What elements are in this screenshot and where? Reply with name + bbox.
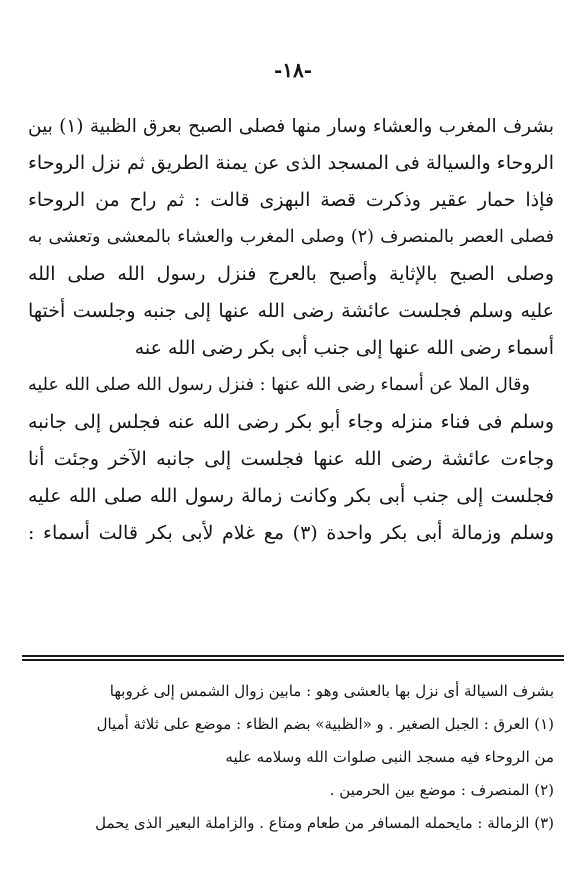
footnotes — [30, 675, 554, 840]
footnote-line: بشرف السيالة أى نزل بها بالعشى وهو : مابين زوال الشمس إلى غروبها — [109, 682, 554, 700]
text-line: فصلى العصر بالمنصرف (٢) وصلى المغرب والعشاء بالمعشى وتعشى به — [28, 227, 554, 247]
footnote-line: (١) العرق : الجبل الصغير . و «الظبية» بضم الظاء : موضع على ثلاثة أميال — [96, 715, 554, 733]
page-number: -١٨- — [273, 58, 313, 82]
text-line: وسلم وزمالة أبى بكر واحدة (٣) مع غلام لأبى بكر قالت أسماء : — [28, 522, 554, 544]
text-line: أسماء رضى الله عنها إلى جنب أبى بكر رضى الله عنه — [134, 337, 554, 359]
footnote-divider — [22, 655, 564, 663]
text-line: وسلم فى فناء منزله وجاء أبو بكر رضى الله عنه فجلس إلى جانبه — [28, 411, 554, 433]
text-line: فإذا حمار عقير وذكرت قصة البهزى قالت : ثم راح من الروحاء — [28, 189, 554, 211]
text-line: وصلى الصبح بالإثاية وأصبح بالعرج فنزل رسول الله صلى الله — [28, 263, 554, 285]
main-text — [28, 108, 554, 552]
footnote-line: (٣) الزمالة : مايحمله المسافر من طعام ومتاع . والزاملة البعير الذى يحمل — [95, 814, 554, 832]
text-line: فجلست إلى جنب أبى بكر وكانت زمالة رسول الله صلى الله عليه — [28, 485, 554, 507]
footnote-line: من الروحاء فيه مسجد النبى صلوات الله وسلامه عليه — [225, 748, 554, 766]
text-line: عليه وسلم فجلست عائشة رضى الله عنها إلى جنبه وجلست أختها — [28, 300, 554, 322]
text-line: بشرف المغرب والعشاء وسار منها فصلى الصبح بعرق الظبية (١) بين — [28, 116, 554, 137]
text-line: وجاءت عائشة رضى الله عنها فجلست إلى جانبه الآخر وجئت أنا — [28, 448, 554, 470]
footnote-line: (٢) المنصرف : موضع بين الحرمين . — [329, 781, 554, 799]
text-line: وقال الملا عن أسماء رضى الله عنها : فنزل رسول الله صلى الله عليه — [28, 375, 530, 395]
text-line: الروحاء والسيالة فى المسجد الذى عن يمنة الطريق ثم نزل الروحاء — [28, 152, 554, 174]
